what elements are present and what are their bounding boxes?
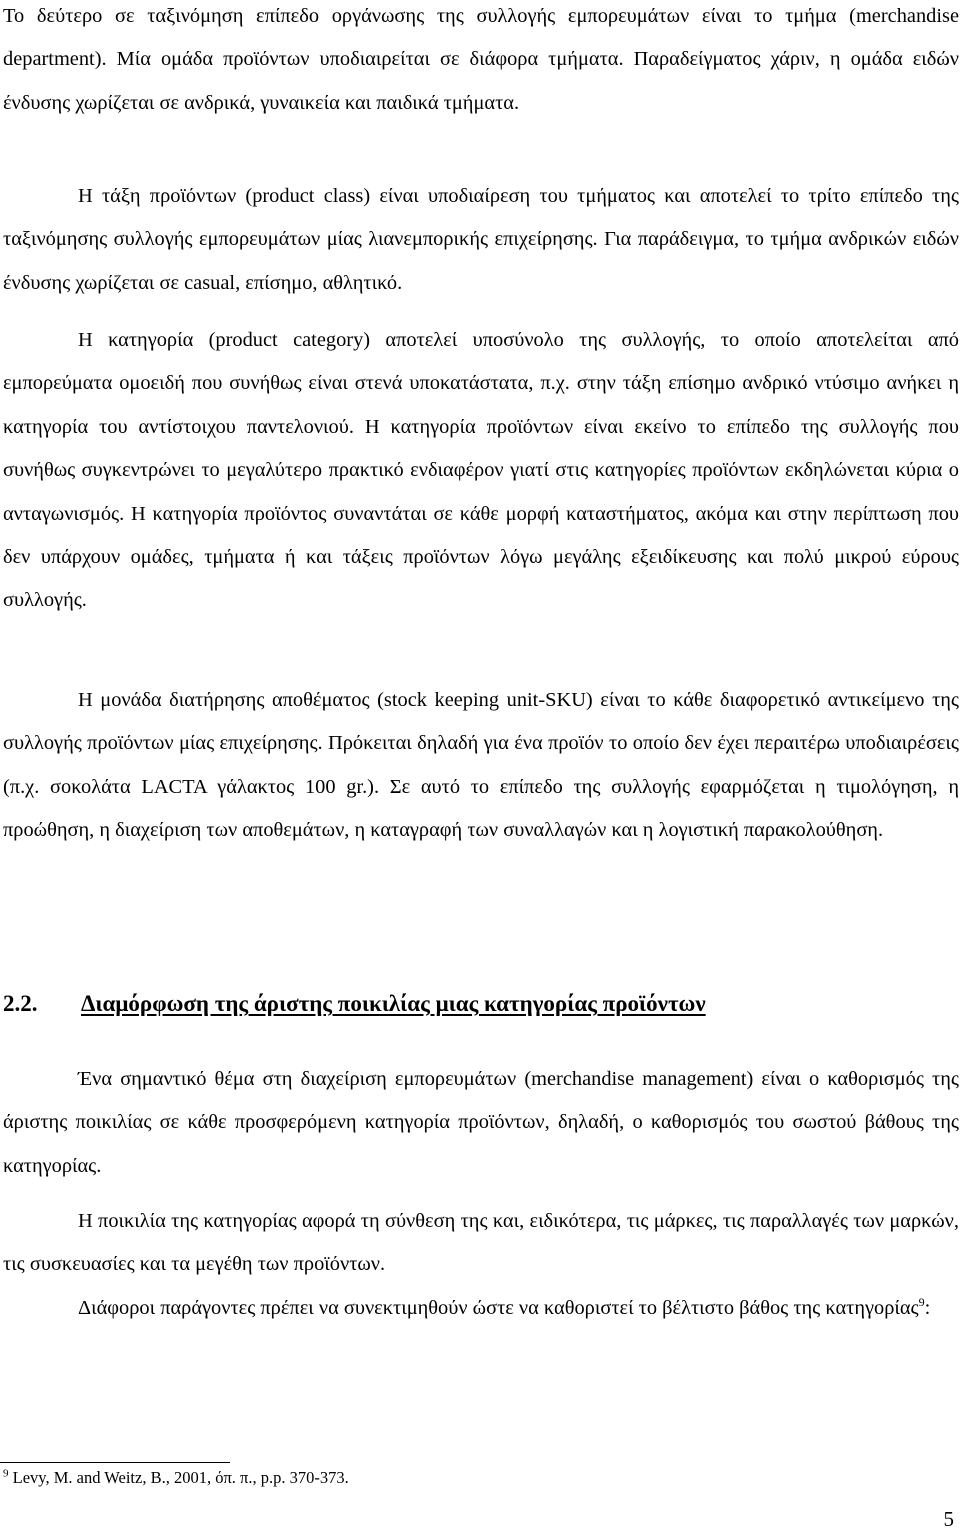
footnote-text: Levy, M. and Weitz, B., 2001, όπ. π., p.p. 370-373. bbox=[8, 1468, 349, 1487]
footnote-marker: 9 bbox=[3, 1467, 9, 1480]
paragraph-merchandise-department: Το δεύτερο σε ταξινόμηση επίπεδο οργάνωσης της συλλογής εμπορευμάτων είναι το τμήμα (merchandise department). Μία ομάδα προϊόντων υποδιαιρείται σε διάφορα τμήματα. Παραδείγματος χάριν, η ομάδα ειδών ένδυσης χωρίζεται σε ανδρικά, γυναικεία και παιδικά τμήματα. bbox=[3, 5, 959, 114]
footnote bbox=[3, 1465, 903, 1491]
paragraph-stock-keeping-unit: Η μονάδα διατήρησης αποθέματος (stock keeping unit-SKU) είναι το κάθε διαφορετικό αντικείμενο της συλλογής προϊόντων μίας επιχείρησης. Πρόκειται δηλαδή για ένα προϊόν το οποίο δεν έχει περαιτέρω υποδιαιρέσεις (π.χ. σοκολάτα LACTA γάλακτος 100 gr.). Σε αυτό το επίπεδο της συλλογής εφαρμόζεται η τιμολόγηση, η προώθηση, η διαχείριση των αποθεμάτων, η καταγραφή των συναλλαγών και η λογιστική παρακολούθηση. bbox=[3, 689, 959, 842]
section-heading bbox=[3, 984, 959, 1024]
paragraph-category-variety: Η ποικιλία της κατηγορίας αφορά τη σύνθεση της και, ειδικότερα, τις μάρκες, τις παραλλαγές των μαρκών, τις συσκευασίες και τα μεγέθη των προϊόντων. bbox=[3, 1210, 959, 1276]
section-title: Διαμόρφωση της άριστης ποικιλίας μιας κατηγορίας προϊόντων bbox=[81, 991, 706, 1016]
footnote-separator bbox=[0, 1462, 230, 1463]
paragraph-product-category: Η κατηγορία (product category) αποτελεί υποσύνολο της συλλογής, το οποίο αποτελείται από εμπορεύματα ομοειδή που συνήθως είναι στενά υποκατάστατα, π.χ. στην τάξη επίσημο ανδρικό ντύσιμο ανήκει η κατηγορία του αντίστοιχου παντελονιού. Η κατηγορία προϊόντων είναι εκείνο το επίπεδο της συλλογής που συνήθως συγκεντρώνει το μεγαλύτερο πρακτικό ενδιαφέρον γιατί στις κατηγορίες προϊόντων εκδηλώνεται κύρια ο ανταγωνισμός. Η κατηγορία προϊόντος συναντάται σε κάθε μορφή καταστήματος, ακόμα και στην περίπτωση που δεν υπάρχουν ομάδες, τμήματα ή και τάξεις προϊόντων λόγω μεγάλης εξειδίκευσης και πολύ μικρού εύρους συλλογής. bbox=[3, 329, 959, 612]
paragraph-category-depth-factors bbox=[3, 1287, 959, 1330]
section-number: 2.2. bbox=[3, 991, 38, 1016]
paragraph-product-class: Η τάξη προϊόντων (product class) είναι υποδιαίρεση του τμήματος και αποτελεί το τρίτο επίπεδο της ταξινόμησης συλλογής εμπορευμάτων μίας λιανεμπορικής επιχείρησης. Για παράδειγμα, το τμήμα ανδρικών ειδών ένδυσης χωρίζεται σε casual, επίσημο, αθλητικό. bbox=[3, 185, 959, 294]
paragraph-merchandise-management: Ένα σημαντικό θέμα στη διαχείριση εμπορευμάτων (merchandise management) είναι ο καθορισμός της άριστης ποικιλίας σε κάθε προσφερόμενη κατηγορία προϊόντων, δηλαδή, ο καθορισμός του σωστού βάθους της κατηγορίας. bbox=[3, 1068, 959, 1177]
page-number: 5 bbox=[943, 1507, 954, 1531]
paragraph-category-depth-end: : bbox=[924, 1297, 931, 1319]
paragraph-category-depth-text: Διάφοροι παράγοντες πρέπει να συνεκτιμηθούν ώστε να καθοριστεί το βέλτιστο βάθος της κατηγορίας bbox=[78, 1297, 919, 1319]
footnote-reference: 9 bbox=[918, 1295, 925, 1310]
